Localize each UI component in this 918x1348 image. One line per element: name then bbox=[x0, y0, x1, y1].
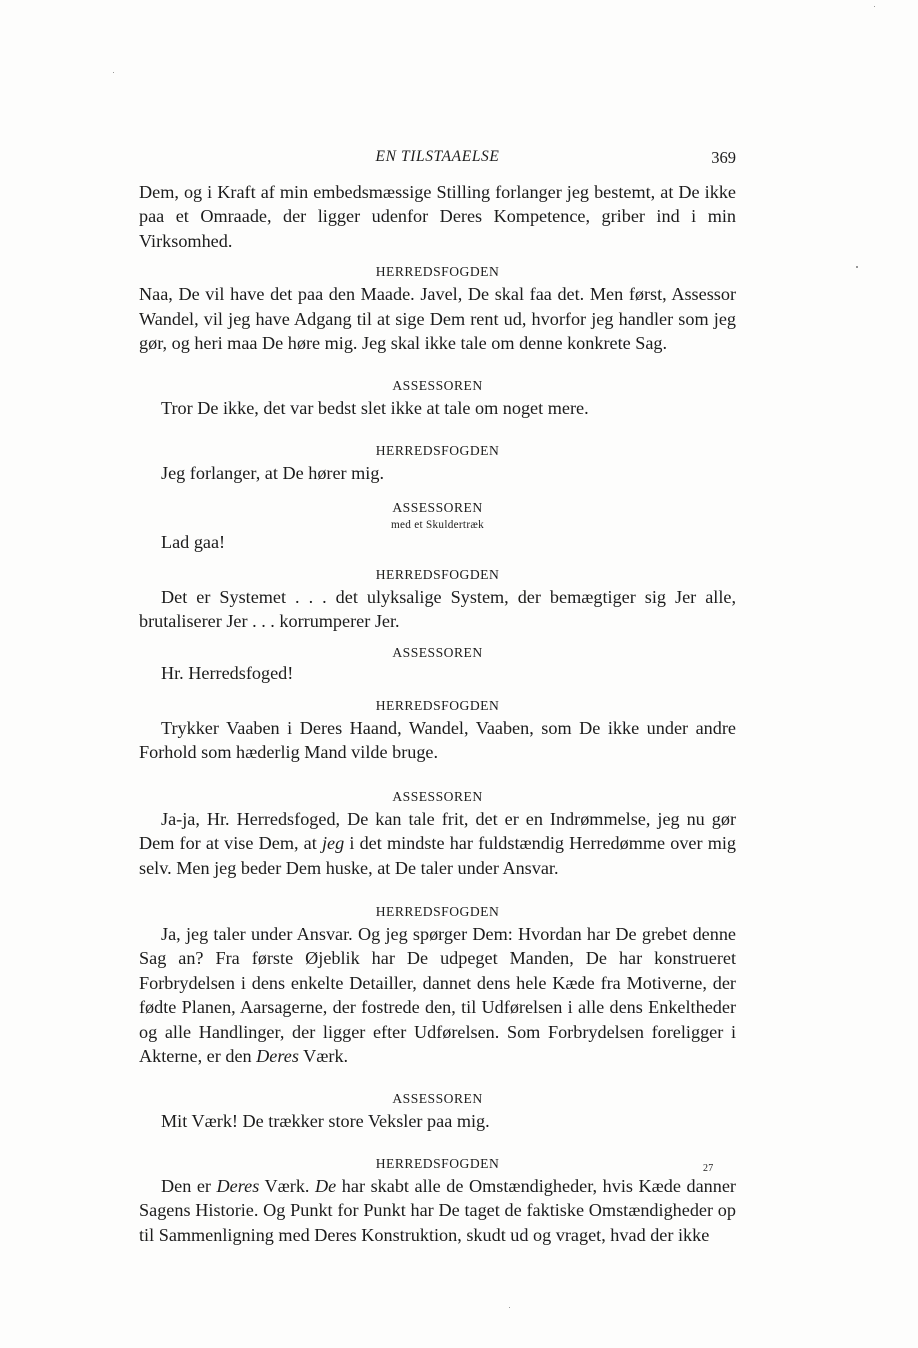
paragraph: Mit Værk! De trækker store Veksler paa mig. bbox=[161, 1111, 490, 1132]
stage-direction: med et Skuldertræk bbox=[390, 519, 485, 532]
paragraph: Hr. Herredsfoged! bbox=[161, 663, 294, 684]
paragraph bbox=[139, 922, 736, 1068]
signature-mark: 27 bbox=[703, 1163, 714, 1174]
text-run: Værk. bbox=[259, 1175, 316, 1196]
text-run: har skabt alle de Omstændigheder, hvis Kæde danner Sagens Historie. Og Punkt for Punkt har De taget de faktiske Omstændigheder op til Sammenligning med Deres Konstruktion, skudt ud og vraget, hvad der ikke bbox=[139, 1175, 736, 1245]
paper-speck bbox=[856, 266, 858, 268]
running-title: EN TILSTAAELSE bbox=[375, 148, 500, 165]
paragraph: Dem, og i Kraft af min embedsmæssige Stilling forlanger jeg bestemt, at De ikke paa et Omraade, der ligger udenfor Deres Kompetence, griber ind i min Virksomhed. bbox=[139, 182, 736, 251]
emphasis: jeg bbox=[321, 833, 345, 854]
paragraph bbox=[139, 807, 736, 880]
speaker-heading: HERREDSFOGDEN bbox=[375, 697, 500, 713]
speaker-heading: HERREDSFOGDEN bbox=[375, 442, 500, 458]
paragraph bbox=[139, 1174, 736, 1247]
speaker-heading: HERREDSFOGDEN bbox=[375, 264, 500, 280]
speaker-heading: HERREDSFOGDEN bbox=[375, 1155, 500, 1171]
paper-speck bbox=[509, 1307, 510, 1308]
paragraph: Naa, De vil have det paa den Maade. Javel, De skal faa det. Men først, Assessor Wandel, vil jeg have Adgang til at sige Dem rent ud, hvorfor jeg handler som jeg gør, og heri maa De høre mig. Jeg skal ikke tale om denne konkrete Sag. bbox=[139, 284, 736, 354]
speaker-heading: ASSESSOREN bbox=[392, 1091, 483, 1107]
speaker-heading: HERREDSFOGDEN bbox=[375, 566, 500, 582]
paper-speck bbox=[113, 72, 114, 73]
speaker-heading: HERREDSFOGDEN bbox=[375, 903, 500, 919]
page-header bbox=[139, 148, 736, 172]
text-run: Ja-ja, Hr. Herredsfoged, De kan tale frit, det er en Indrømmelse, jeg nu gør Dem for at vise Dem, at bbox=[139, 808, 736, 854]
page-body bbox=[139, 180, 736, 1247]
paragraph: Det er Systemet . . . det ulyksalige System, der bemægtiger sig Jer alle, brutaliserer Jer . . . korrumperer Jer. bbox=[139, 586, 736, 632]
text-run: Ja, jeg taler under Ansvar. Og jeg spørger Dem: Hvordan har De grebet denne Sag an? Fra første Øjeblik har De udpeget Manden, De har konstrueret Forbrydelsen i dens enkelte Detailler, dannet dens hele Kæde fra Motiverne, der fødte Planen, Aarsagerne, der fostrede den, til Udførelsen i alle dens Enkeltheder og alle Handlinger, der ligger efter Udførelsen. Som Forbrydelsen foreligger i Akterne, er den bbox=[139, 923, 736, 1066]
text-run: i det mindste har fuldstændig Herredømme over mig selv. Men jeg beder Dem huske, at De taler under Ansvar. bbox=[139, 833, 736, 878]
speaker-heading: ASSESSOREN bbox=[392, 378, 483, 394]
page-number: 369 bbox=[711, 148, 736, 167]
emphasis: De bbox=[315, 1175, 337, 1196]
speaker-heading: ASSESSOREN bbox=[392, 500, 483, 516]
emphasis: Deres bbox=[216, 1175, 260, 1196]
speaker-heading: ASSESSOREN bbox=[392, 645, 483, 661]
emphasis: Deres bbox=[256, 1045, 299, 1066]
paragraph: Lad gaa! bbox=[161, 532, 226, 553]
speaker-heading: ASSESSOREN bbox=[392, 788, 483, 804]
paper-speck bbox=[874, 6, 875, 7]
text-run: Den er bbox=[161, 1175, 217, 1196]
paragraph: Trykker Vaaben i Deres Haand, Wandel, Vaaben, som De ikke under andre Forhold som hæderlig Mand vilde bruge. bbox=[139, 717, 736, 763]
paragraph: Jeg forlanger, at De hører mig. bbox=[161, 462, 384, 483]
paragraph: Tror De ikke, det var bedst slet ikke at tale om noget mere. bbox=[161, 398, 589, 419]
text-run: Værk. bbox=[298, 1045, 349, 1066]
